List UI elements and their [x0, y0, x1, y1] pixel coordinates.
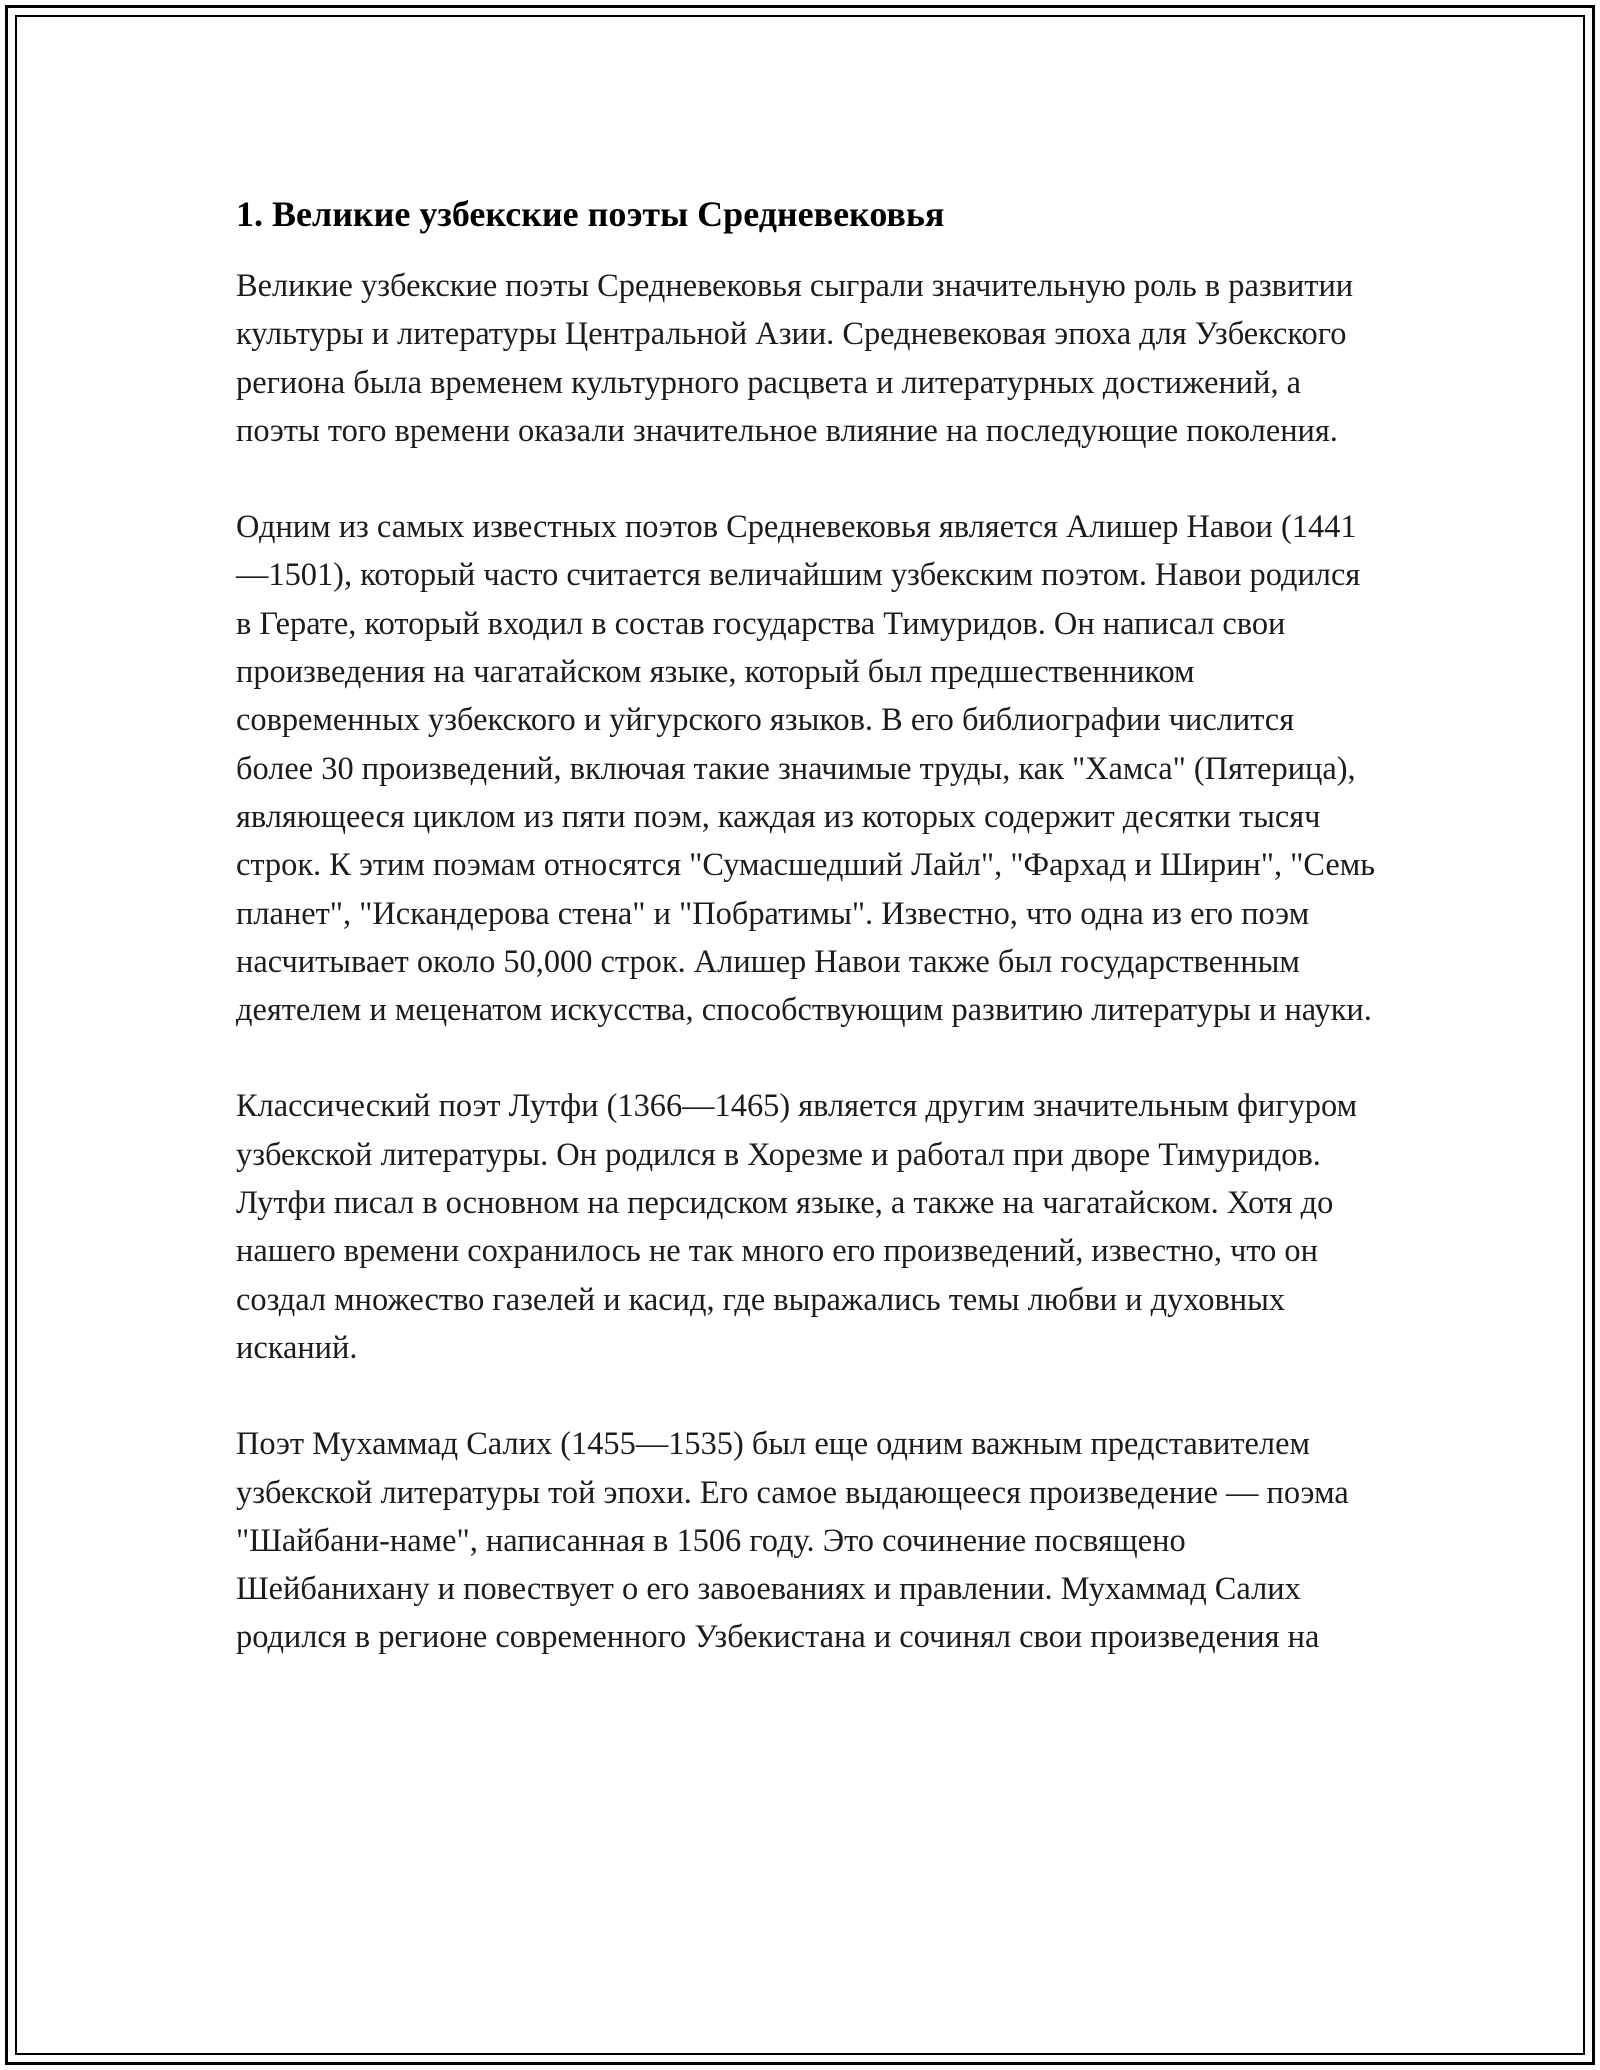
paragraph-lutfi: Классический поэт Лутфи (1366—1465) является другим значительным фигуром узбекской литературы. Он родился в Хорезме и работал при дворе Тимуридов. Лутфи писал в основном на персидском языке, а также на чагатайском. Хотя до нашего времени сохранилось не так много его произведений, известно, что он создал множество газелей и касид, где выражались темы любви и духовных исканий. [236, 1088, 1358, 1366]
paragraph-intro: Великие узбекские поэты Средневековья сыграли значительную роль в развитии культуры и литературы Центральной Азии. Средневековая эпоха для Узбекского региона была временем культурного расцвета и литературных достижений, а поэты того времени оказали значительное влияние на последующие поколения. [236, 268, 1354, 449]
paragraph-navoi: Одним из самых известных поэтов Средневековья является Алишер Навои (1441—1501), который часто считается величайшим узбекским поэтом. Навои родился в Герате, который входил в состав государства Тимуридов. Он написал свои произведения на чагатайском языке, который был предшественником современных узбекского и уйгурского языков. В его библиографии числится более 30 произведений, включая такие значимые труды, как "Хамса" (Пятерица), являющееся циклом из пяти поэм, каждая из которых содержит десятки тысяч строк. К этим поэмам относятся "Сумасшедший Лайл", "Фархад и Ширин", "Семь планет", "Искандерова стена" и "Побратимы". Известно, что одна из его поэм насчитывает около 50,000 строк. Алишер Навои также был государственным деятелем и меценатом искусства, способствующим развитию литературы и науки. [236, 509, 1376, 1029]
document-body [236, 186, 1376, 1710]
section-heading: 1. Великие узбекские поэты Средневековья [236, 194, 945, 234]
paragraph-muhammad-salih: Поэт Мухаммад Салих (1455—1535) был еще одним важным представителем узбекской литературы той эпохи. Его самое выдающееся произведение — поэма "Шайбани-наме", написанная в 1506 году. Это сочинение посвящено Шейбанихану и повествует о его завоеваниях и правлении. Мухаммад Салих родился в регионе современного Узбекистана и сочинял свои произведения на [236, 1426, 1349, 1656]
